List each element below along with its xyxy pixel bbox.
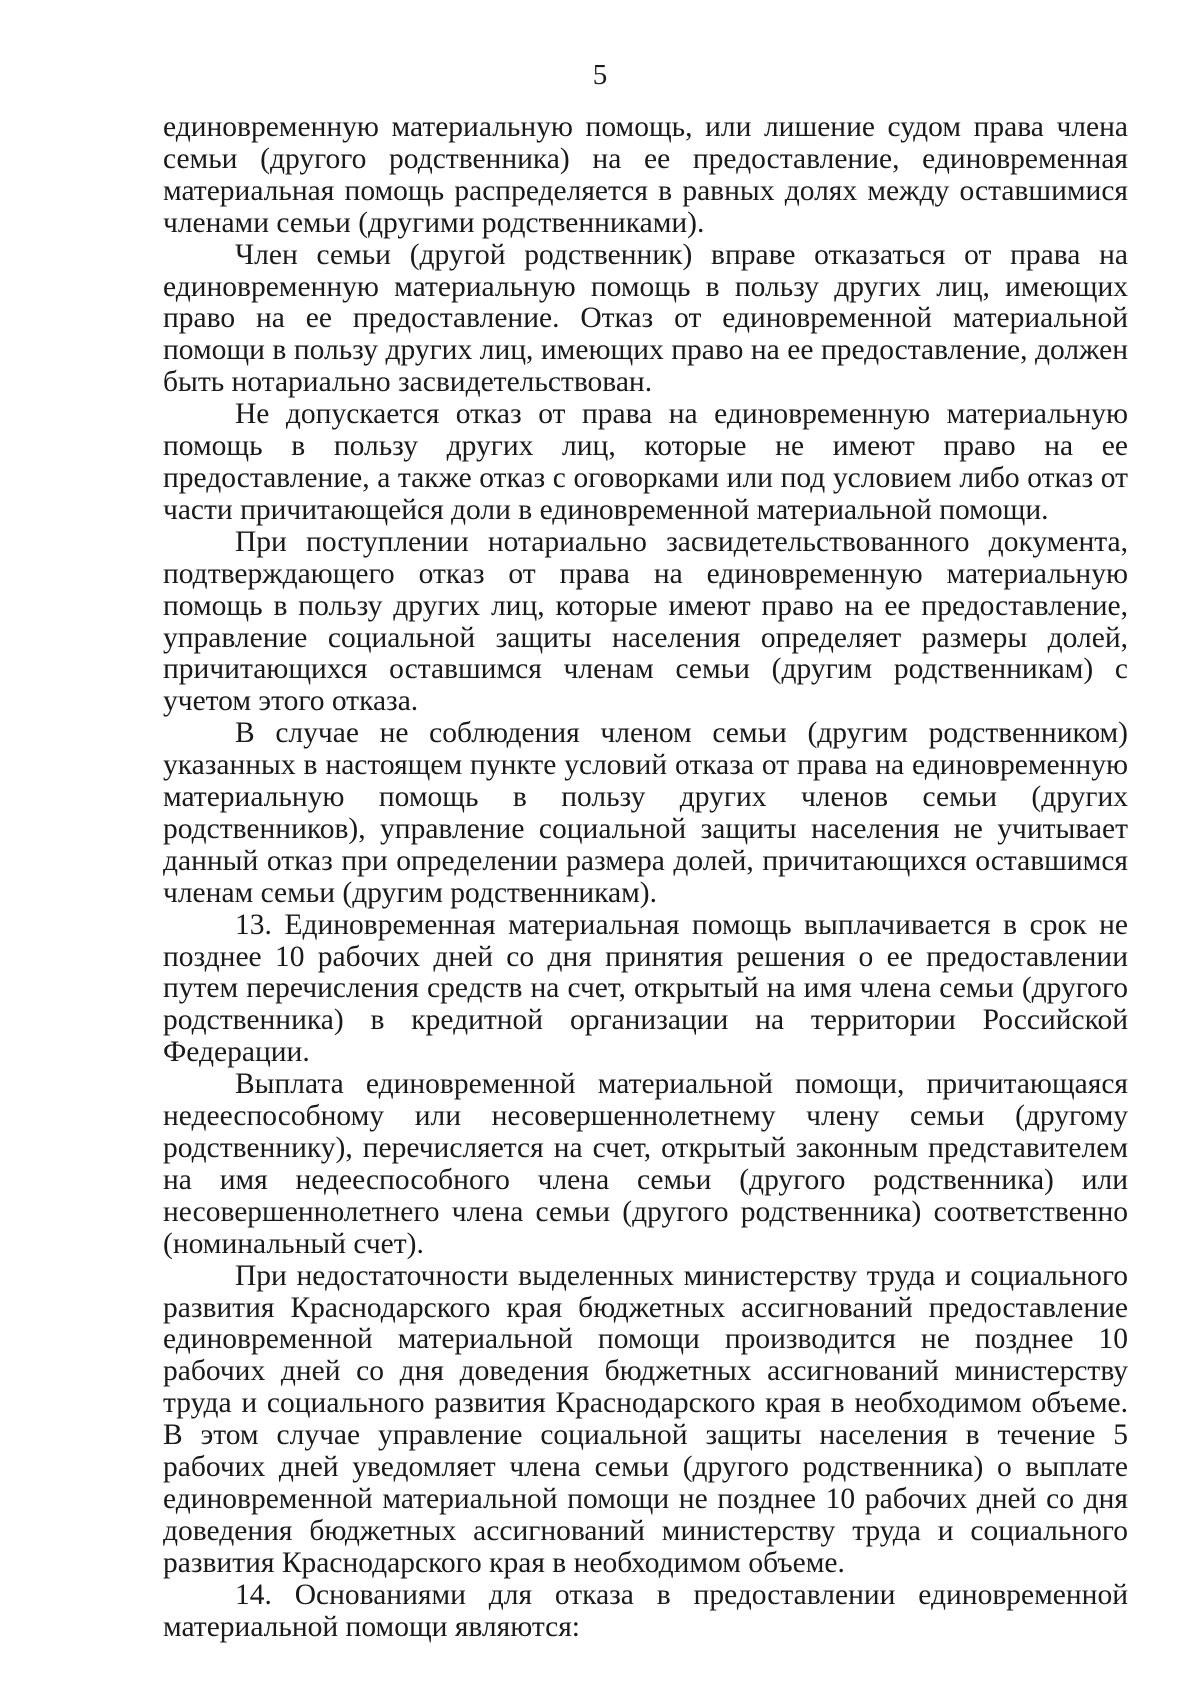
paragraph-9: 14. Основаниями для отказа в предоставлении единовременной материальной помощи являются: [163,1578,1128,1643]
paragraph-5: В случае не соблюдения членом семьи (другим родственником) указанных в настоящем пункте условий отказа от права на единовременную материальную помощь в пользу других членов семьи (других родственников), управление социальной защиты населения не учитывает данный отказ при определении размера долей, причитающихся оставшимся членам семьи (другим родственникам). [163,717,1128,909]
paragraph-4: При поступлении нотариально засвидетельствованного документа, подтверждающего отказ от права на единовременную материальную помощь в пользу других лиц, которые имеют право на ее предоставление, управление социальной защиты населения определяет размеры долей, причитающихся оставшимся членам семьи (другим родственникам) с учетом этого отказа. [163,525,1128,718]
paragraph-6: 13. Единовременная материальная помощь выплачивается в срок не позднее 10 рабочих дней со дня принятия решения о ее предоставлении путем перечисления средств на счет, открытый на имя члена семьи (другого родственника) в кредитной организации на территории Российской Федерации. [163,908,1128,1069]
paragraph-8: При недостаточности выделенных министерству труда и социального развития Краснодарского края бюджетных ассигнований предоставление единовременной материальной помощи производится не позднее 10 рабочих дней со дня доведения бюджетных ассигнований министерству труда и социального развития Краснодарского края в необходимом объеме. В этом случае управление социальной защиты населения в течение 5 рабочих дней уведомляет члена семьи (другого родственника) о выплате единовременной материальной помощи не позднее 10 рабочих дней со дня доведения бюджетных ассигнований министерству труда и социального развития Краснодарского края в необходимом объеме. [163,1259,1128,1579]
paragraph-2: Член семьи (другой родственник) вправе отказаться от права на единовременную материальную помощь в пользу других лиц, имеющих право на ее предоставление. Отказ от единовременной материальной помощи в пользу других лиц, имеющих право на ее предоставление, должен быть нотариально засвидетельствован. [163,238,1128,399]
paragraph-1: единовременную материальную помощь, или лишение судом права члена семьи (другого родственника) на ее предоставление, единовременная материальная помощь распределяется в равных долях между оставшимися членами семьи (другими родственниками). [163,111,1128,239]
page-number: 5 [592,59,608,91]
paragraph-7: Выплата единовременной материальной помощи, причитающаяся недееспособному или несовершеннолетнему члену семьи (другому родственнику), перечисляется на счет, открытый законным представителем на имя недееспособного члена семьи (другого родственника) или несовершеннолетнего члена семьи (другого родственника) соответственно (номинальный счет). [163,1068,1128,1260]
paragraph-3: Не допускается отказ от права на единовременную материальную помощь в пользу других лиц, которые не имеют право на ее предоставление, а также отказ с оговорками или под условием либо отказ от части причитающейся доли в единовременной материальной помощи. [163,398,1128,526]
document-body [163,112,1128,1644]
